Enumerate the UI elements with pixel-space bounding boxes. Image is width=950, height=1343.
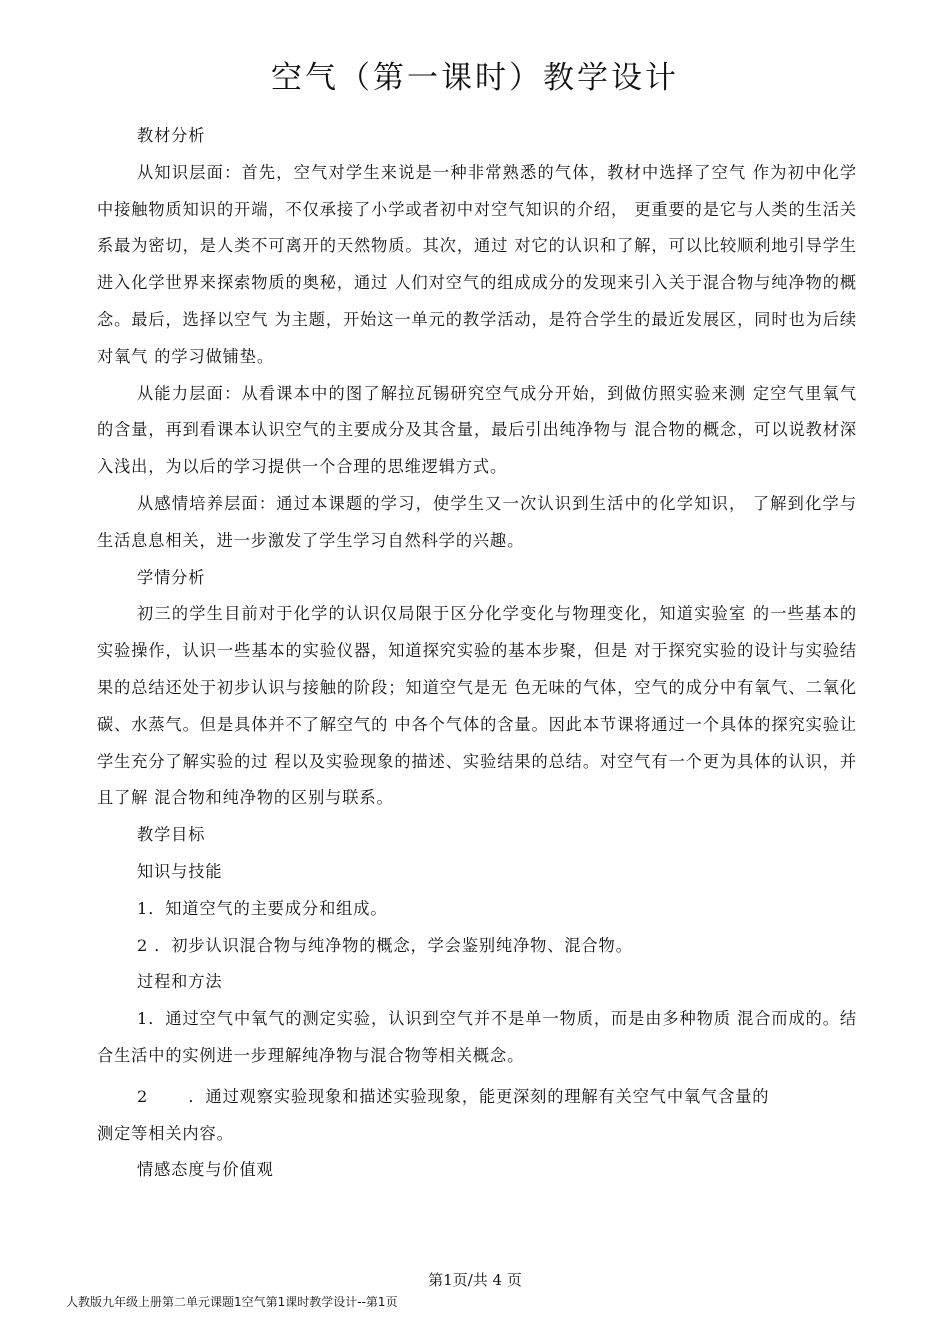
section-heading-teaching-goals: 教学目标	[137, 825, 206, 845]
paragraph-student-analysis: 初三的学生目前对于化学的认识仅局限于区分化学变化与物理变化，知道实验室 的一些基本的实验操作，认识一些基本的实验仪器，知道探究实验的基本步聚，但是 对于探究实验的设计与实验结果的总结还处于初步认识与接触的阶段；知道空气是无 色无味的气体，空气的成分中有氧气、二氧化碳、水蒸气。但是具体并不了解空气的 中各个气体的含量。因此本节课将通过一个具体的探究实验让学生充分了解实验的过 程以及实验现象的描述、实验结果的总结。对空气有一个更为具体的认识，并且了解 混合物和纯净物的区别与联系。	[97, 604, 857, 808]
paragraph-ability-level: 从能力层面：从看课本中的图了解拉瓦锡研究空气成分开始，到做仿照实验来测 定空气里氧气的含量，再到看课本认识空气的主要成分及其含量，最后引出纯净物与 混合物的概念，可以说教材深入浅出，为以后的学习提供一个合理的思维逻辑方式。	[97, 383, 857, 477]
list-item-knowledge-2: 2 ．初步认识混合物与纯净物的概念，学会鉴别纯净物、混合物。	[137, 935, 633, 955]
paragraph-emotion-level: 从感情培养层面：通过本课题的学习，使学生又一次认识到生活中的化学知识， 了解到化学与生活息息相关，进一步激发了学生学习自然科学的兴趣。	[97, 493, 857, 550]
footer-document-note: 人教版九年级上册第二单元课题1空气第1课时教学设计--第1页	[66, 1295, 398, 1309]
subheading-process-methods: 过程和方法	[137, 972, 223, 992]
subheading-knowledge-skills: 知识与技能	[137, 861, 223, 881]
section-heading-material-analysis: 教材分析	[137, 126, 206, 145]
list-item-process-2-line1: 2 ．通过观察实验现象和描述实验现象，能更深刻的理解有关空气中氧气含量的	[137, 1086, 770, 1106]
list-item-knowledge-1: 1．知道空气的主要成分和组成。	[137, 898, 388, 918]
section-heading-student-analysis: 学情分析	[137, 567, 206, 587]
page-title: 空气（第一课时）教学设计	[271, 60, 679, 96]
document-body	[97, 118, 857, 1189]
paragraph-knowledge-level: 从知识层面：首先，空气对学生来说是一种非常熟悉的气体，教材中选择了空气 作为初中化学中接触物质知识的开端，不仅承接了小学或者初中对空气知识的介绍， 更重要的是它与人类的生活关系最为密切，是人类不可离开的天然物质。其次，通过 对它的认识和了解，可以比较顺利地引导学生进入化学世界来探索物质的奥秘，通过 人们对空气的组成成分的发现来引入关于混合物与纯净物的概念。最后，选择以空气 为主题，开始这一单元的教学活动，是符合学生的最近发展区，同时也为后续对氧气 的学习做铺垫。	[97, 162, 857, 366]
subheading-emotion-values: 情感态度与价值观	[137, 1160, 274, 1180]
list-item-process-2-line2: 测定等相关内容。	[97, 1123, 234, 1143]
page-number: 第1页/共 4 页	[428, 1271, 522, 1289]
list-item-process-1: 1．通过空气中氧气的测定实验，认识到空气并不是单一物质，而是由多种物质 混合而成的。结合生活中的实例进一步理解纯净物与混合物等相关概念。	[97, 1009, 857, 1065]
